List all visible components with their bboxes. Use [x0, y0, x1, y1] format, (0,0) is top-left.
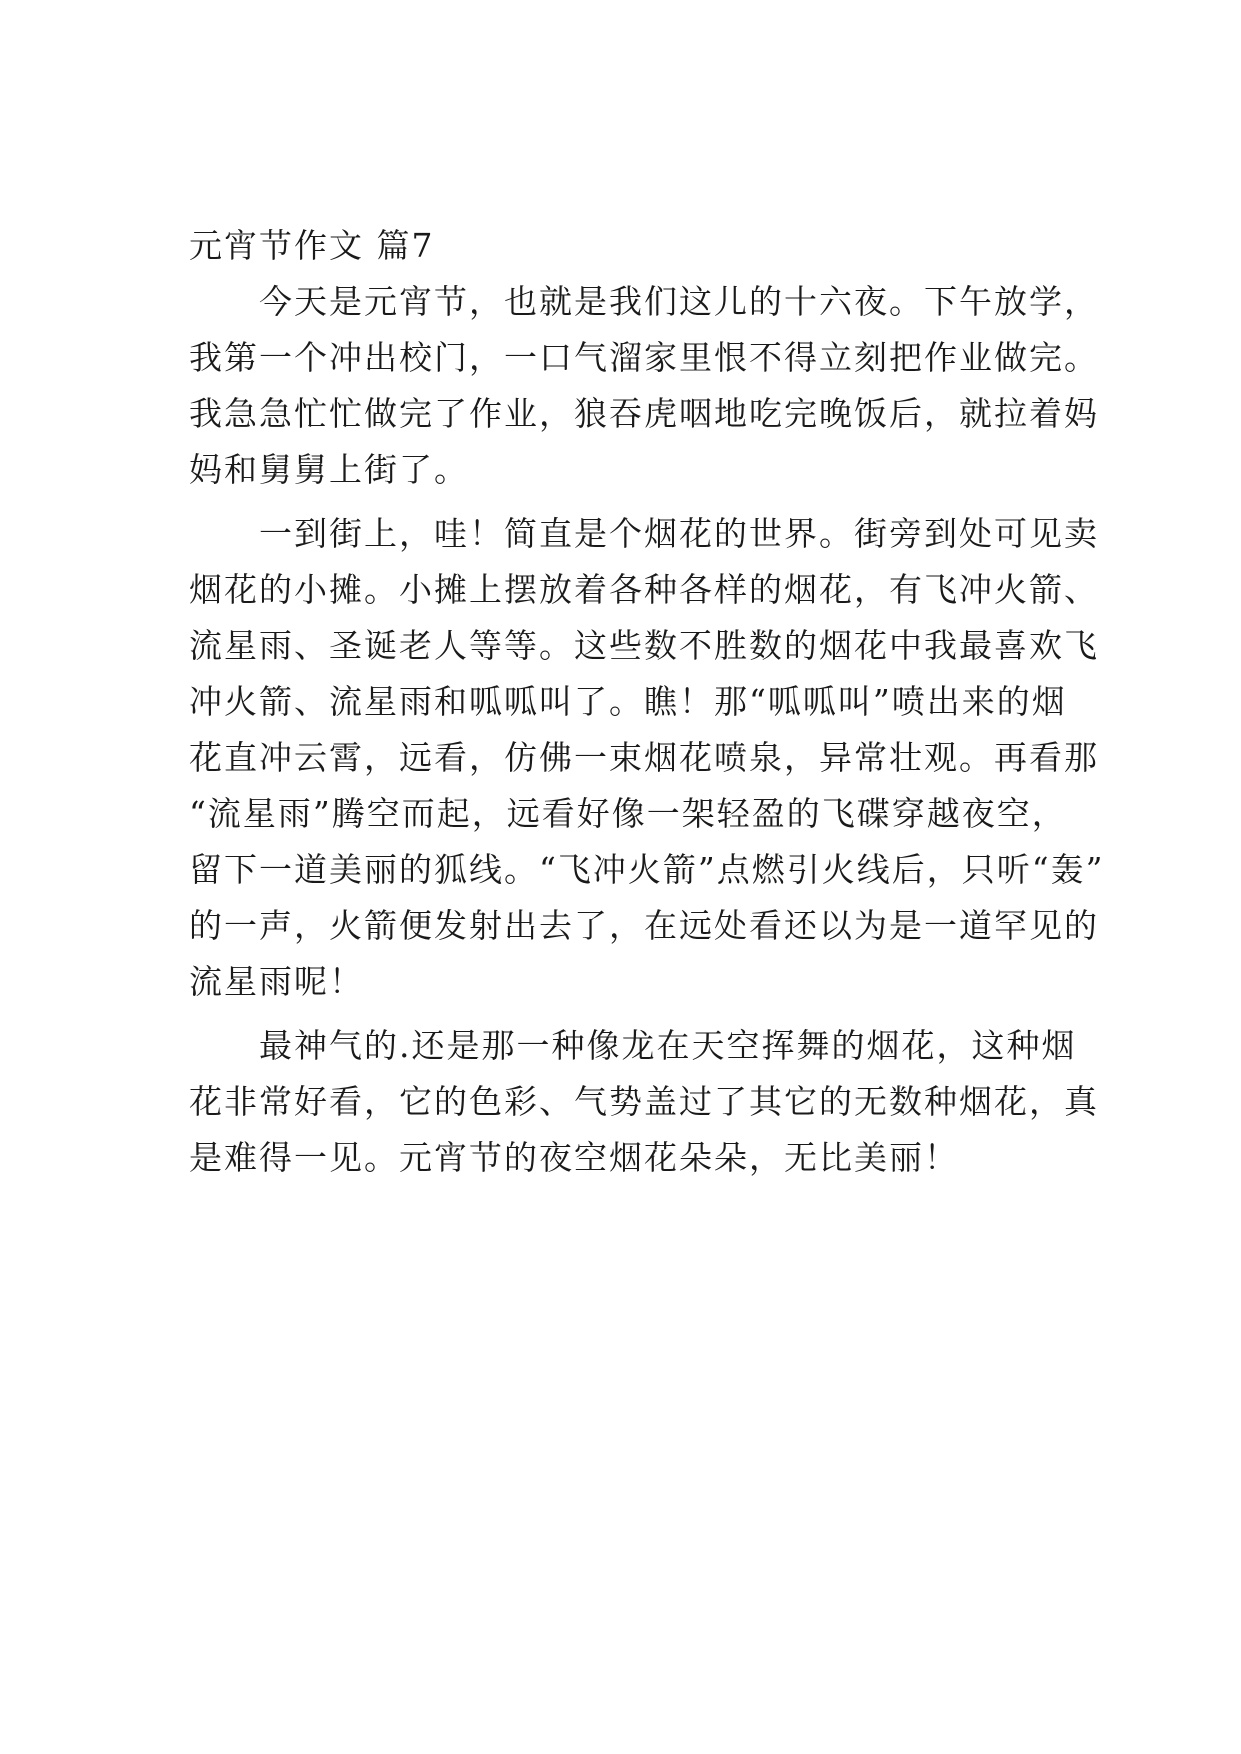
paragraph-line: 我第一个冲出校门，一口气溜家里恨不得立刻把作业做完。 — [189, 338, 1099, 377]
paragraph-line: 我急急忙忙做完了作业，狼吞虎咽地吃完晚饭后，就拉着妈 — [189, 394, 1099, 433]
paragraph-line: 今天是元宵节，也就是我们这儿的十六夜。下午放学， — [259, 282, 1099, 321]
paragraph-line: 烟花的小摊。小摊上摆放着各种各样的烟花，有飞冲火箭、 — [189, 570, 1099, 609]
paragraph-line: 一到街上，哇！简直是个烟花的世界。街旁到处可见卖 — [259, 514, 1099, 553]
paragraph-line: 妈和舅舅上街了。 — [189, 450, 469, 489]
document-title: 元宵节作文 篇7 — [189, 226, 435, 265]
paragraph-2 — [189, 506, 1105, 1010]
paragraph-line: 留下一道美丽的狐线。“飞冲火箭”点燃引火线后，只听“轰” — [189, 850, 1105, 889]
paragraph-1 — [189, 274, 1099, 498]
paragraph-line: 冲火箭、流星雨和呱呱叫了。瞧！那“呱呱叫”喷出来的烟 — [189, 682, 1067, 721]
paragraph-line: 的一声，火箭便发射出去了，在远处看还以为是一道罕见的 — [189, 906, 1099, 945]
paragraph-line: 是难得一见。元宵节的夜空烟花朵朵，无比美丽！ — [189, 1138, 959, 1177]
paragraph-line: 花直冲云霄，远看，仿佛一束烟花喷泉，异常壮观。再看那 — [189, 738, 1099, 777]
document-page — [189, 218, 1105, 1194]
paragraph-line: 最神气的.还是那一种像龙在天空挥舞的烟花，这种烟 — [259, 1026, 1077, 1065]
paragraph-line: 流星雨、圣诞老人等等。这些数不胜数的烟花中我最喜欢飞 — [189, 626, 1099, 665]
paragraph-3 — [189, 1018, 1099, 1186]
paragraph-line: 花非常好看，它的色彩、气势盖过了其它的无数种烟花，真 — [189, 1082, 1099, 1121]
paragraph-line: “流星雨”腾空而起，远看好像一架轻盈的飞碟穿越夜空， — [189, 794, 1067, 833]
paragraph-line: 流星雨呢！ — [189, 962, 364, 1001]
